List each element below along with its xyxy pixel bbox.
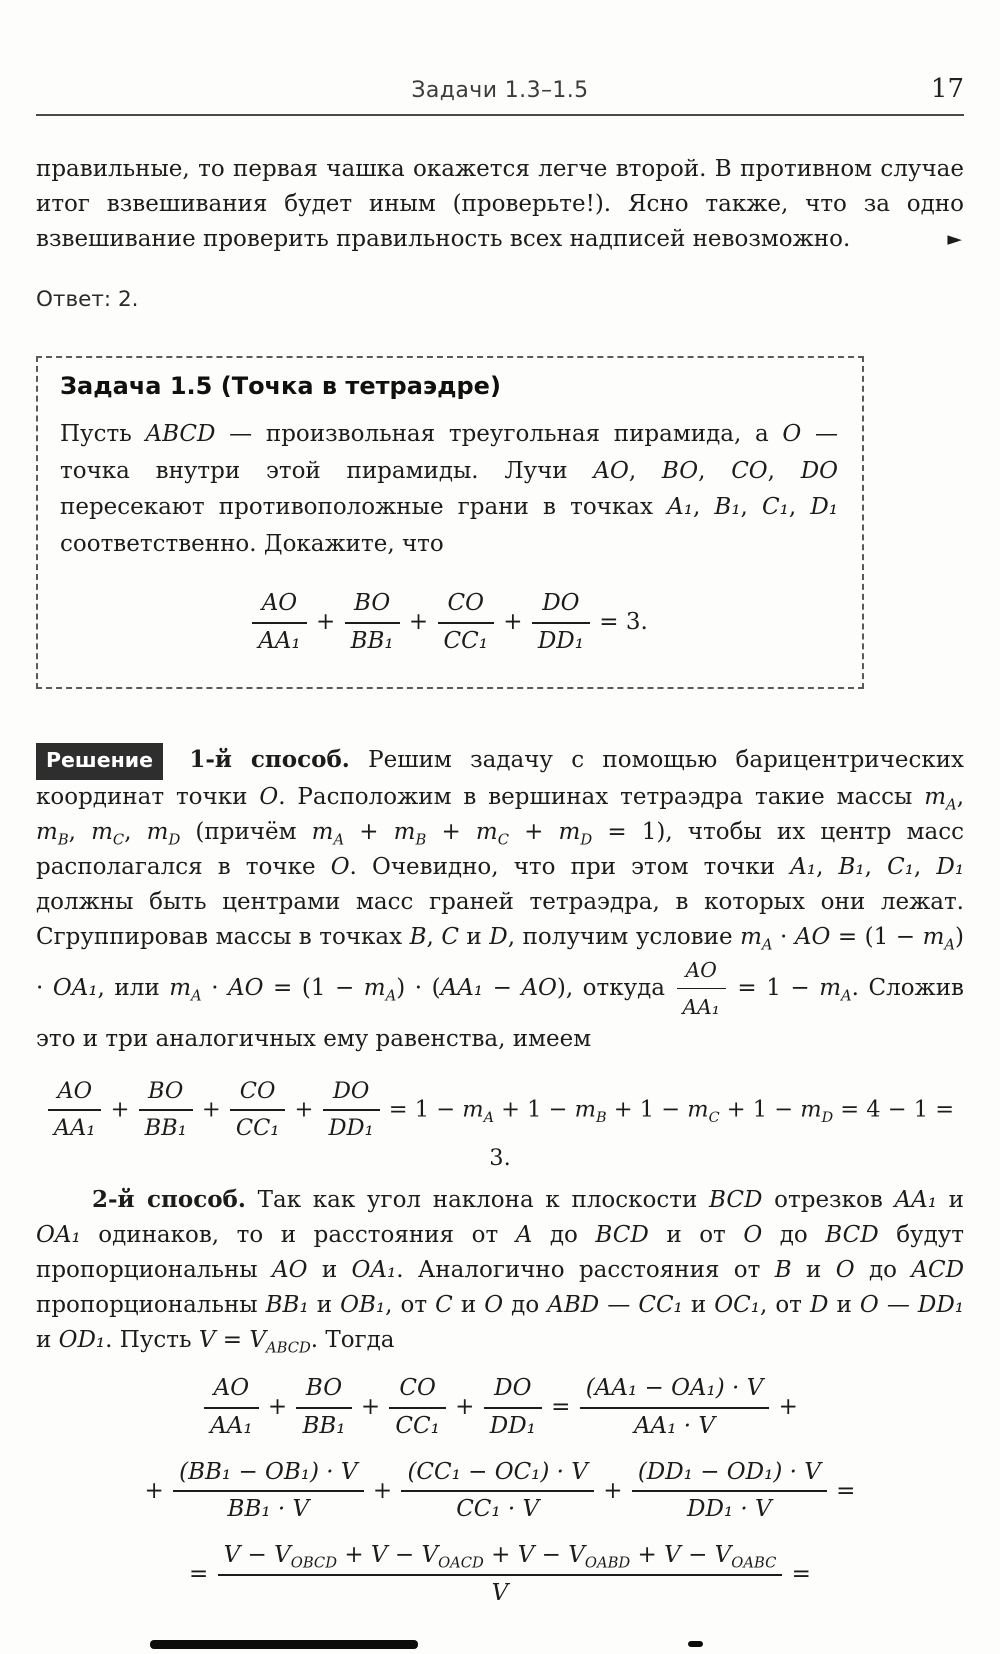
- problem-formula: $\frac{AO}{\text{AA₁}}$ + $\frac{BO}{\text{BB₁}}$ + $\frac{CO}{\text{CC₁}}$ + $\frac{DO}{\text{DD₁}}$ = 3.: [60, 589, 838, 657]
- problem-title: Задача 1.5 (Точка в тетраэдре): [60, 371, 501, 400]
- method1-body: Решим задачу с помощью барицентрических координат точки O. Расположим в вершинах тетраэдра такие массы $m_A$, $m_B$, $m_C$, $m_D$ (причём $m_A + m_B + m_C + m_D = 1$), чтобы их центр масс располагался в точке O. Очевидно, что при этом точки A₁, B₁, C₁, D₁ должны быть центрами масс граней тетраэдра, в которых они лежат. Сгруппировав массы в точках B, C и D, получим условие $m_A$ · AO = $(1 - m_A) \cdot OA_1$, или $m_A$ · AO = $(1 - m_A) \cdot (AA_1 - AO)$, откуда $\frac{AO}{\text{AA₁}}$ = $1 - m_A$. Сложив это и три аналогичных ему равенства, имеем: [36, 746, 965, 1053]
- header-rule: [36, 114, 964, 116]
- method2-title: 2-й способ.: [92, 1185, 246, 1213]
- scan-artifact: [150, 1640, 418, 1649]
- problem-box: [36, 356, 864, 689]
- solution-paragraph-method2: [36, 1183, 964, 1358]
- intro-text: правильные, то первая чашка окажется легче второй. В противном случае итог взвешивания будет иным (проверьте!). Ясно также, что за одно взвешивание проверить правильность всех надписей невозможно.: [36, 156, 964, 252]
- method2-formula-line2: + $\frac{\text{(BB₁ − OB₁) · V}}{\text{BB₁ · V}}$ + $\frac{\text{(CC₁ − OC₁) · V}}{\text{CC₁ · V}}$ + $\frac{\text{(DD₁ − OD₁) · V}}{\text{DD₁ · V}}$ =: [144, 1458, 856, 1523]
- method1-formula: $\frac{AO}{\text{AA₁}}$ + $\frac{BO}{\text{BB₁}}$ + $\frac{CO}{\text{CC₁}}$ + $\frac{DO}{\text{DD₁}}$ = $1 - m_A + 1 - m_B + 1 - m_C + 1 - m_D = 4 - 1 = 3$.: [36, 1077, 964, 1173]
- page-number: 17: [930, 74, 964, 104]
- answer-line: Ответ: 2.: [36, 286, 139, 312]
- solution-paragraph-method1: [36, 743, 964, 1057]
- method2-formula-line1: $\frac{AO}{\text{AA₁}}$ + $\frac{BO}{\text{BB₁}}$ + $\frac{CO}{\text{CC₁}}$ + $\frac{DO}{\text{DD₁}}$ = $\frac{\text{(AA₁ − OA₁) · V}}{\text{AA₁ · V}}$ +: [36, 1374, 964, 1442]
- problem-statement: Пусть ABCD — произвольная треугольная пирамида, а O — точка внутри этой пирамиды. Лучи AO, BO, CO, DO пересекают противоположные грани в точках A₁, B₁, C₁, D₁ соответственно. Докажите, что: [60, 420, 839, 558]
- page-header: [36, 0, 964, 116]
- method2-formula-line3: = $\frac{V - V_{OBCD} + V - V_{OACD} + V - V_{OABD} + V - V_{OABC}}{V}$ =: [189, 1542, 811, 1607]
- running-head-title: Задачи 1.3–1.5: [411, 78, 589, 103]
- end-of-solution-marker: ►: [947, 227, 962, 250]
- method2-body: Так как угол наклона к плоскости BCD отрезков AA₁ и OA₁ одинаков, то и расстояния от A до BCD и от O до BCD будут пропорциональны AO и OA₁. Аналогично расстояния от B и O до ACD пропорциональны BB₁ и OB₁, от C и O до ABD — CC₁ и OC₁, от D и O — DD₁ и OD₁. Пусть $V = V_{ABCD}$. Тогда: [36, 1186, 965, 1357]
- method1-title: 1-й способ.: [189, 745, 350, 773]
- intro-paragraph: [36, 152, 964, 257]
- scan-artifact: [688, 1641, 703, 1647]
- solution-badge: Решение: [36, 743, 163, 780]
- running-head-row: [36, 74, 964, 104]
